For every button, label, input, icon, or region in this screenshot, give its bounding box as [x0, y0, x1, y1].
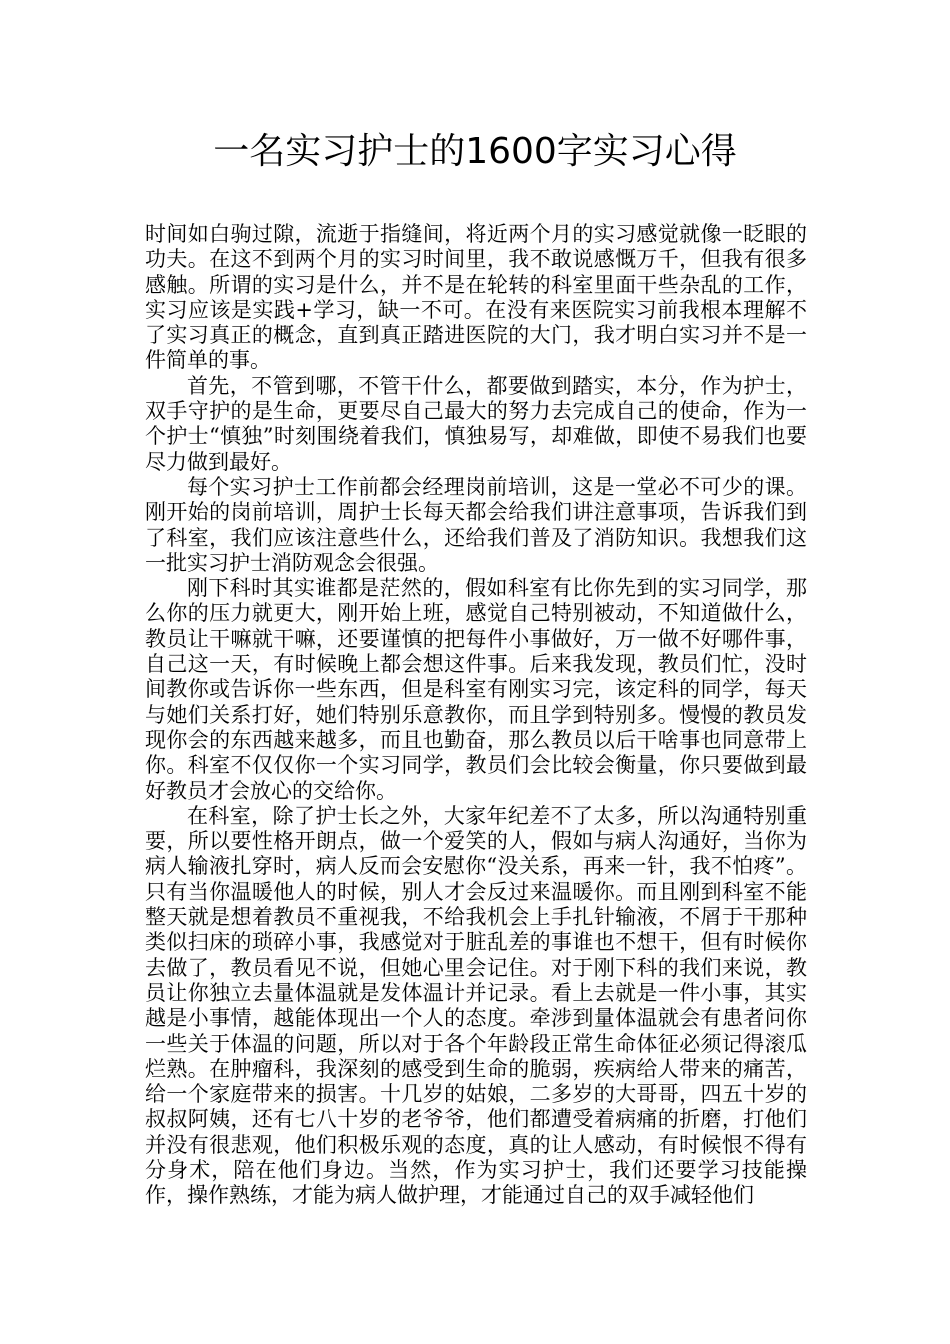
paragraph-2: 首先，不管到哪，不管干什么，都要做到踏实，本分，作为护士，双手守护的是生命，更要尽自己最大的努力去完成自己的使命，作为一个护士“慎独”时刻围绕着我们，慎独易写，却难做，即使不易我们也要尽力做到最好。	[145, 373, 807, 474]
paragraph-4: 刚下科时其实谁都是茫然的，假如科室有比你先到的实习同学，那么你的压力就更大，刚开始上班，感觉自己特别被动，不知道做什么，教员让干嘛就干嘛，还要谨慎的把每件小事做好，万一做不好哪件事，自己这一天，有时候晚上都会想这件事。后来我发现，教员们忙，没时间教你或告诉你一些东西，但是科室有刚实习完，该定科的同学，每天与她们关系打好，她们特别乐意教你，而且学到特别多。慢慢的教员发现你会的东西越来越多，而且也勤奋，那么教员以后干啥事也同意带上你。科室不仅仅你一个实习同学，教员们会比较会衡量，你只要做到最好教员才会放心的交给你。	[145, 576, 807, 803]
paragraph-3: 每个实习护士工作前都会经理岗前培训，这是一堂必不可少的课。刚开始的岗前培训，周护士长每天都会给我们讲注意事项，告诉我们到了科室，我们应该注意些什么，还给我们普及了消防知识。我想我们这一批实习护士消防观念会很强。	[145, 474, 807, 575]
paragraph-5: 在科室，除了护士长之外，大家年纪差不了太多，所以沟通特别重要，所以要性格开朗点，做一个爱笑的人，假如与病人沟通好，当你为病人输液扎穿时，病人反而会安慰你“没关系，再来一针，我不怕疼”。只有当你温暖他人的时候，别人才会反过来温暖你。而且刚到科室不能整天就是想着教员不重视我，不给我机会上手扎针输液，不屑于干那种类似扫床的琐碎小事，我感觉对于脏乱差的事谁也不想干，但有时候你去做了，教员看见不说，但她心里会记住。对于刚下科的我们来说，教员让你独立去量体温就是发体温计并记录。看上去就是一件小事，其实越是小事情，越能体现出一个人的态度。牵涉到量体温就会有患者问你一些关于体温的问题，所以对于各个年龄段正常生命体征必须记得滚瓜烂熟。在肿瘤科，我深刻的感受到生命的脆弱，疾病给人带来的痛苦，给一个家庭带来的损害。十几岁的姑娘，二多岁的大哥哥，四五十岁的叔叔阿姨，还有七八十岁的老爷爷，他们都遭受着病痛的折磨，打他们并没有很悲观，他们积极乐观的态度，真的让人感动，有时候恨不得有分身术，陪在他们身边。当然，作为实习护士，我们还要学习技能操作，操作熟练，才能为病人做护理，才能通过自己的双手减轻他们	[145, 803, 807, 1208]
paragraph-1: 时间如白驹过隙，流逝于指缝间，将近两个月的实习感觉就像一眨眼的功夫。在这不到两个月的实习时间里，我不敢说感慨万千，但我有很多感触。所谓的实习是什么，并不是在轮转的科室里面干些杂乱的工作，实习应该是实践+学习，缺一不可。在没有来医院实习前我根本理解不了实习真正的概念，直到真正踏进医院的大门，我才明白实习并不是一件简单的事。	[145, 222, 807, 373]
document-title: 一名实习护士的1600字实习心得	[213, 131, 737, 172]
document-body	[145, 222, 807, 1209]
